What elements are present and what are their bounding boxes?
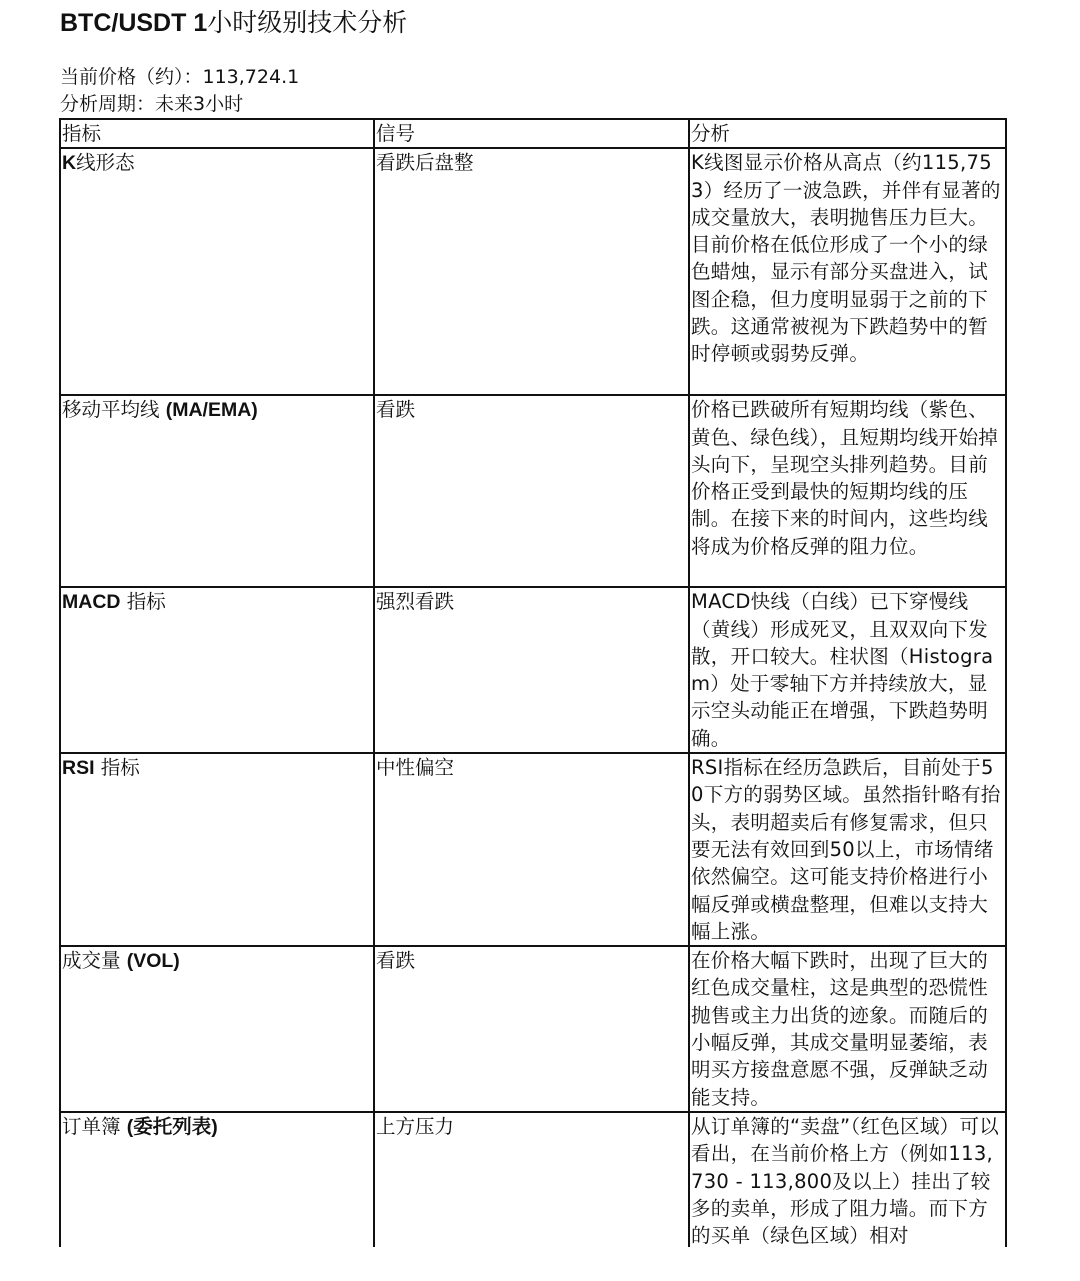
analysis-cell: RSI指标在经历急跌后，目前处于50下方的弱势区域。虽然指针略有抬头，表明超卖后有修复需求，但只要无法有效回到50以上，市场情绪依然偏空。这可能支持价格进行小幅反弹或横盘整理，但难以支持大幅上涨。	[689, 753, 1006, 946]
indicator-cell	[60, 753, 374, 946]
analysis-cell: 价格已跌破所有短期均线（紫色、黄色、绿色线），且短期均线开始掉头向下，呈现空头排列趋势。目前价格正受到最快的短期均线的压制。在接下来的时间内，这些均线将成为价格反弹的阻力位。	[689, 395, 1006, 587]
signal-cell: 上方压力	[374, 1112, 689, 1247]
indicator-cell	[60, 1112, 374, 1247]
indicator-cjk: 线形态	[76, 151, 135, 175]
signal-cell: 看跌	[374, 946, 689, 1112]
analysis-cell: MACD快线（白线）已下穿慢线（黄线）形成死叉，且双双向下发散，开口较大。柱状图（Histogram）处于零轴下方并持续放大，显示空头动能正在增强，下跌趋势明确。	[689, 587, 1006, 753]
signal-cell: 强烈看跌	[374, 587, 689, 753]
table-row	[60, 148, 1006, 395]
indicator-cell	[60, 946, 374, 1112]
indicator-cjk: 订单簿	[62, 1114, 127, 1138]
current-price: 当前价格（约）：113,724.1	[60, 66, 300, 88]
analysis-table	[59, 118, 1007, 1247]
indicator-latin: (委托列表)	[126, 1115, 218, 1138]
indicator-cell	[60, 148, 374, 395]
header-analysis: 分析	[689, 119, 1006, 148]
analysis-cell: K线图显示价格从高点（约115,753）经历了一波急跌，并伴有显著的成交量放大，表明抛售压力巨大。目前价格在低位形成了一个小的绿色蜡烛，显示有部分买盘进入，试图企稳，但力度明显弱于之前的下跌。这通常被视为下跌趋势中的暂时停顿或弱势反弹。	[689, 148, 1006, 395]
analysis-cell: 在价格大幅下跌时，出现了巨大的红色成交量柱，这是典型的恐慌性抛售或主力出货的迹象。而随后的小幅反弹，其成交量明显萎缩，表明买方接盘意愿不强，反弹缺乏动能支持。	[689, 946, 1006, 1112]
indicator-cjk: 指标	[94, 756, 140, 780]
indicator-cell	[60, 587, 374, 753]
table-row	[60, 753, 1006, 946]
table-row	[60, 395, 1006, 587]
signal-cell: 中性偏空	[374, 753, 689, 946]
title-latin: BTC/USDT 1	[60, 9, 208, 37]
indicator-cjk: 移动平均线	[62, 398, 166, 422]
indicator-latin: MACD	[62, 591, 121, 614]
signal-cell: 看跌后盘整	[374, 148, 689, 395]
table-row	[60, 1112, 1006, 1247]
header-signal: 信号	[374, 119, 689, 148]
table-row	[60, 587, 1006, 753]
analysis-period: 分析周期：未来3小时	[60, 93, 244, 115]
indicator-cell	[60, 395, 374, 587]
table-header-row	[60, 119, 1006, 148]
analysis-cell: 从订单簿的“卖盘”（红色区域）可以看出，在当前价格上方（例如113,730 - 113,800及以上）挂出了较多的卖单，形成了阻力墙。而下方的买单（绿色区域）相对	[689, 1112, 1006, 1247]
indicator-cjk: 成交量	[62, 949, 127, 973]
signal-cell: 看跌	[374, 395, 689, 587]
table-row	[60, 946, 1006, 1112]
header-indicator: 指标	[60, 119, 374, 148]
indicator-latin: RSI	[62, 757, 95, 780]
indicator-latin: (MA/EMA)	[165, 399, 258, 422]
title-cjk: 小时级别技术分析	[207, 8, 408, 37]
indicator-latin: K	[62, 152, 77, 175]
indicator-cjk: 指标	[120, 590, 166, 614]
indicator-latin: (VOL)	[126, 950, 180, 973]
